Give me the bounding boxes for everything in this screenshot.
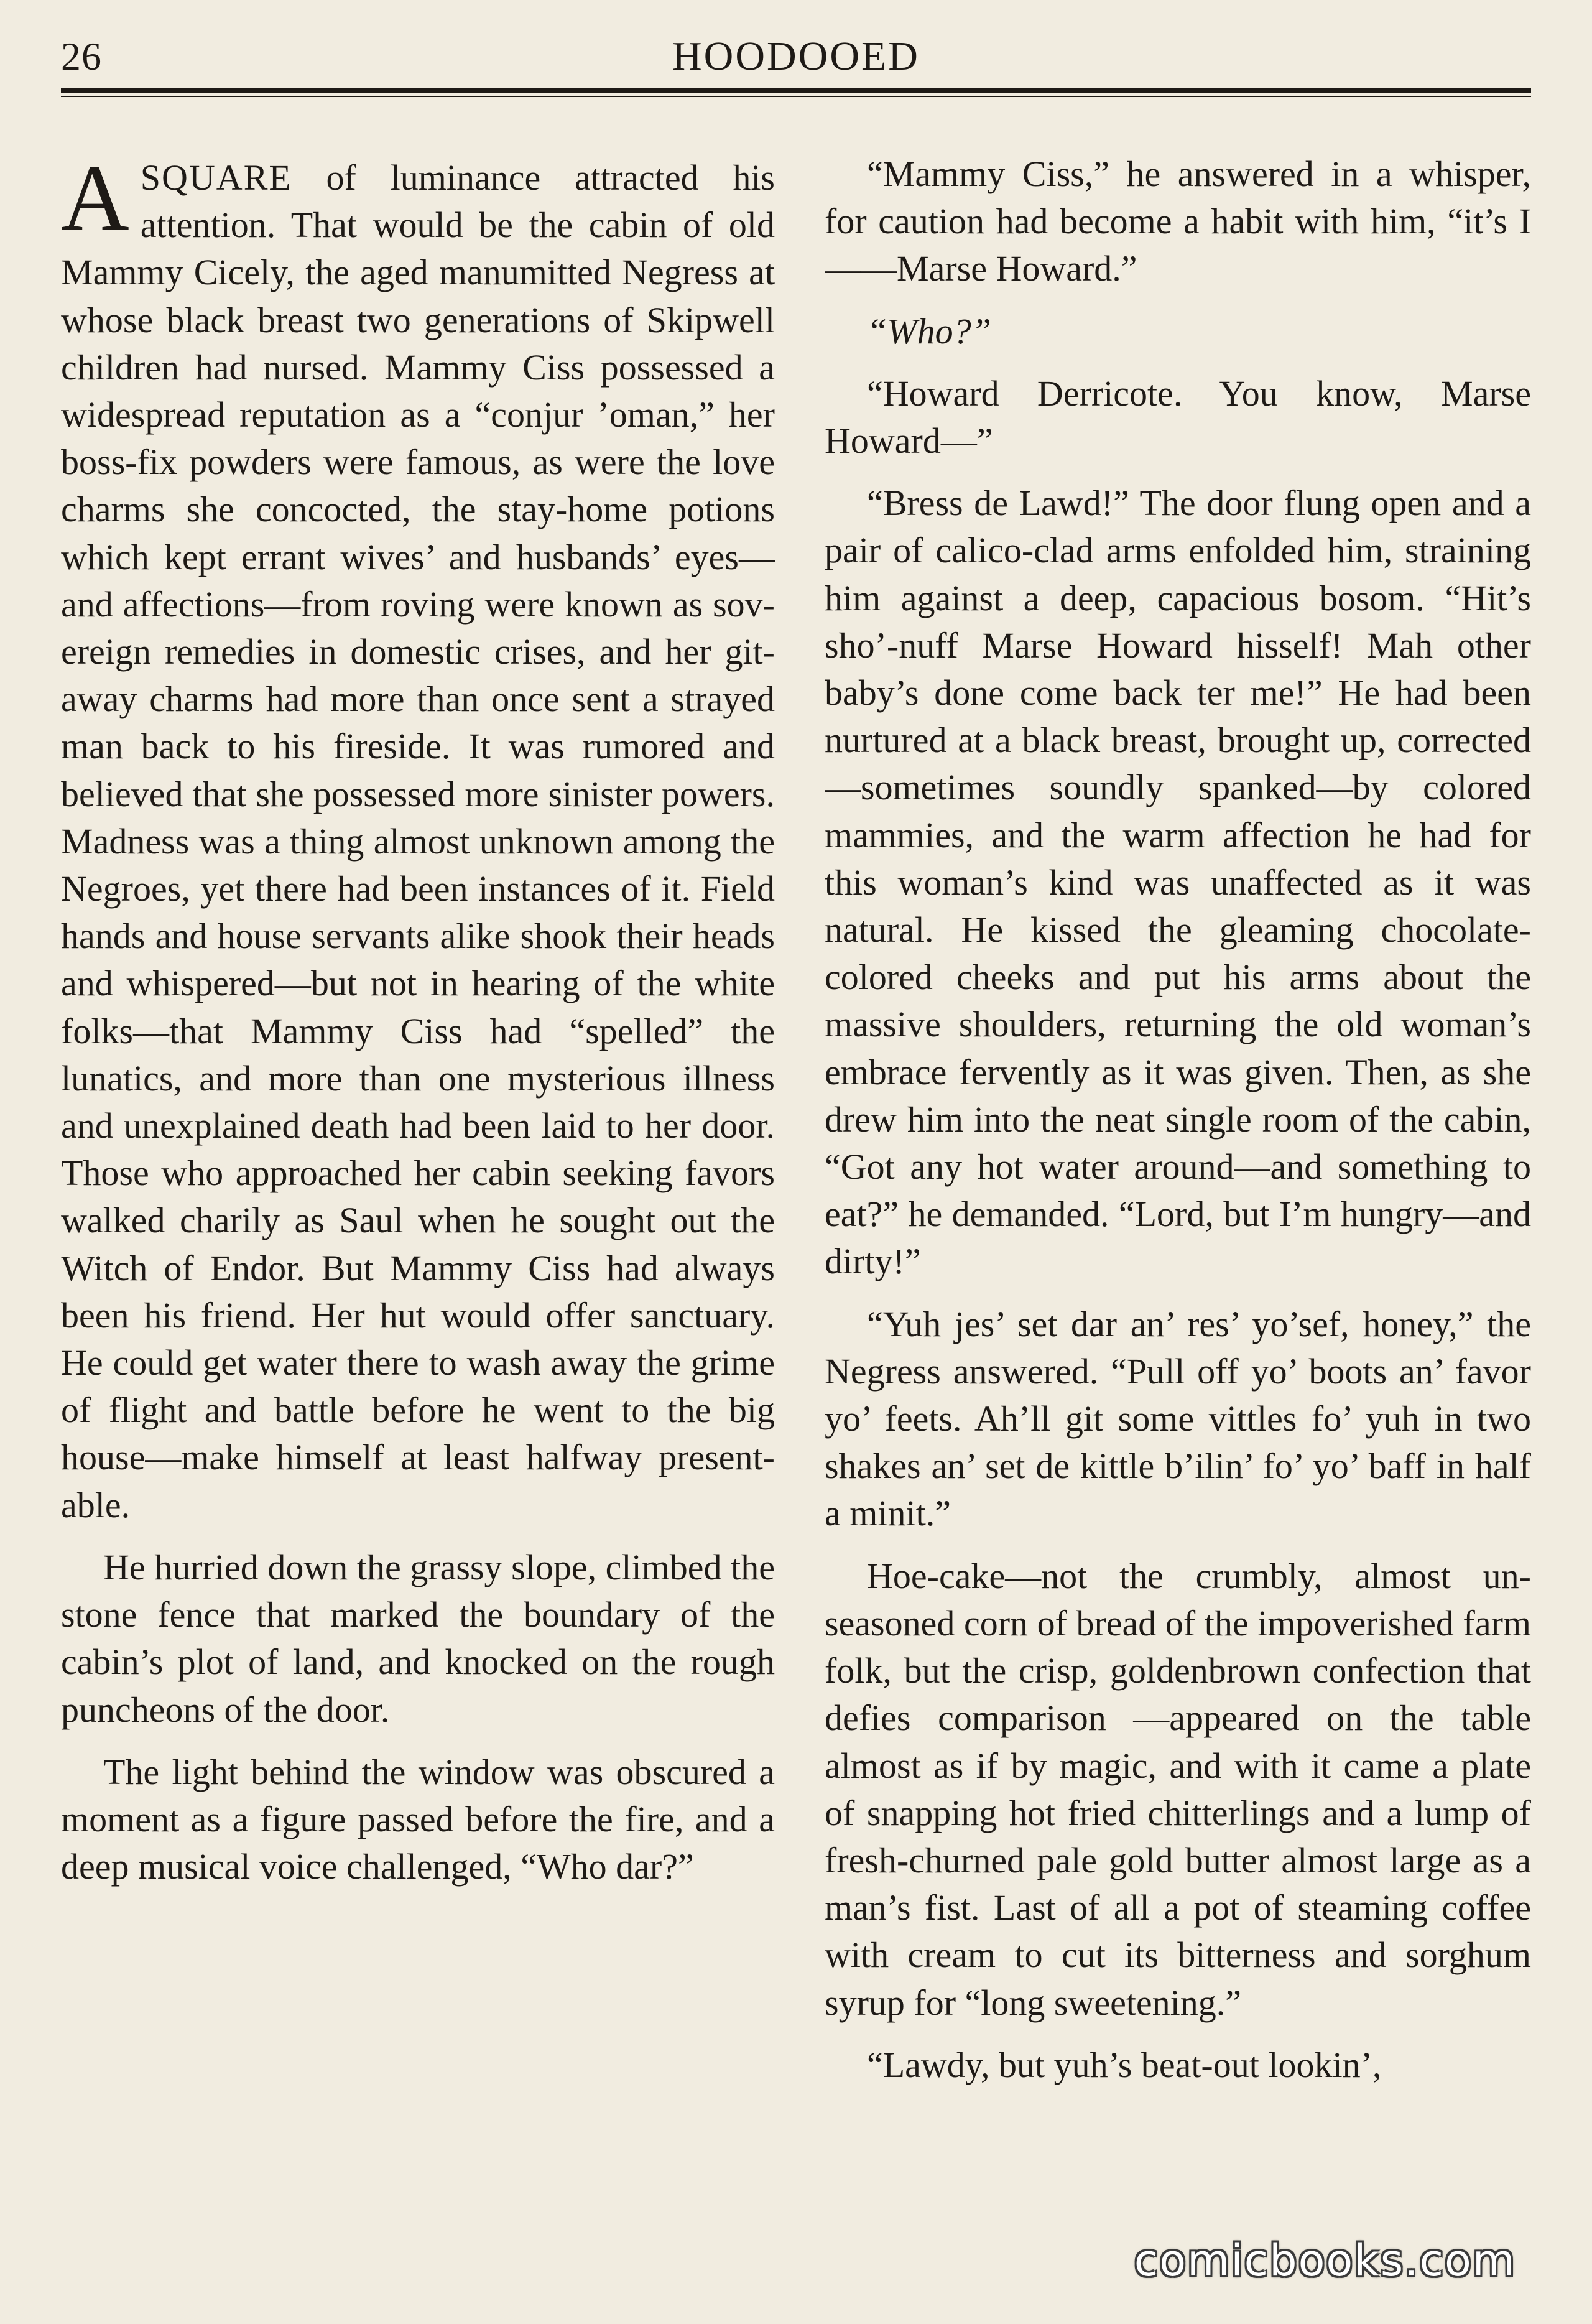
- paragraph: “Mammy Ciss,” he answered in a whisper, for caution had become a habit with him, “it’s I——Marse Howard.”: [825, 154, 1531, 289]
- paragraph: “Lawdy, but yuh’s beat-out lookin’,: [867, 2044, 1382, 2085]
- opening-paragraph: [61, 154, 775, 1529]
- watermark: comicbooks.com: [1134, 2235, 1516, 2286]
- drop-cap: A: [61, 154, 129, 250]
- paragraph: He hurried down the grassy slope, climbed the stone fence that marked the boundary of the cabin’s plot of land, and knocked on the rough puncheons of the door.: [61, 1546, 775, 1730]
- page-header: [61, 32, 1531, 81]
- paragraph: Hoe-cake—not the crumbly, almost unseasoned corn of bread of the impoverished farm folk, but the crisp, goldenbrown confection that defies comparison —appeared on the table almost as if by magic, and with it came a plate of snapping hot fried chitterlings and a lump of fresh-churned pale gold butter almost large as a man’s fist. Last of all a pot of steaming coffee with cream to cut its bitterness and sorghum syrup for “long sweetening.”: [825, 1555, 1531, 2023]
- paragraph: “Yuh jes’ set dar an’ res’ yo’sef, honey,” the Negress answered. “Pull off yo’ boots an’ favor yo’ feets. Ah’ll git some vittles fo’ yuh in two shakes an’ set de kittle b’ilin’ fo’ yo’ baff in half a minit.”: [825, 1303, 1531, 1534]
- page-number: 26: [61, 34, 102, 78]
- header-rule-thin: [61, 96, 1531, 97]
- paragraph: The light behind the window was obscured a moment as a figure passed before the fire, and a deep musical voice challenged, “Who dar?”: [61, 1751, 775, 1887]
- right-column: [825, 151, 1531, 2284]
- running-title: HOODOOED: [672, 34, 920, 79]
- italic-text: “Who?”: [867, 310, 991, 351]
- paragraph: “Bress de Lawd!” The door flung open and a pair of calico-clad arms enfolded him, straining him against a deep, capacious bosom. “Hit’s sho’-nuff Marse Howard hisself! Mah other baby’s done come back ter me!” He had been nurtured at a black breast, brought up, corrected—sometimes soundly spanked—by colored mammies, and the warm affection he had for this woman’s kind was unaffected as it was natural. He kissed the gleaming chocolate-colored cheeks and put his arms about the massive shoulders, returning the old woman’s embrace fervently as it was given. Then, as she drew him into the neat single room of the cabin, “Got any hot water around—and something to eat?” he demanded. “Lord, but I’m hungry—and dirty!”: [825, 483, 1531, 1282]
- left-column: [61, 154, 775, 2288]
- opening-word: SQUARE: [140, 157, 292, 198]
- paragraph: “Howard Derricote. You know, Marse Howard—”: [825, 373, 1531, 462]
- header-rule: [61, 88, 1531, 93]
- paragraph-text: of luminance attracted his attention. That would be the cabin of old Mammy Cicely, the aged manumitted Negress at whose black breast two generations of Skipwell children had nursed. Mammy Ciss possessed a widespread reputation as a “conjur ’oman,” her boss-fix powders were famous, as were the love charms she concocted, the stay-home potions which kept errant wives’ and husbands’ eyes—and affections—from roving were known as sovereign remedies in domestic crises, and her git-away charms had more than once sent a strayed man back to his fireside. It was rumored and believed that she possessed more sinister powers. Madness was a thing almost unknown among the Negroes, yet there had been instances of it. Field hands and house servants alike shook their heads and whispered—but not in hearing of the white folks—that Mammy Ciss had “spelled” the lunatics, and more than one mysterious illness and unexplained death had been laid to her door. Those who approached her cabin seeking favors walked charily as Saul when he sought out the Witch of Endor. But Mammy Ciss had always been his friend. Her hut would offer sanctuary. He could get water there to wash away the grime of flight and battle before he went to the big house—make himself at least halfway presentable.: [61, 157, 775, 1525]
- paragraph: [825, 308, 1531, 355]
